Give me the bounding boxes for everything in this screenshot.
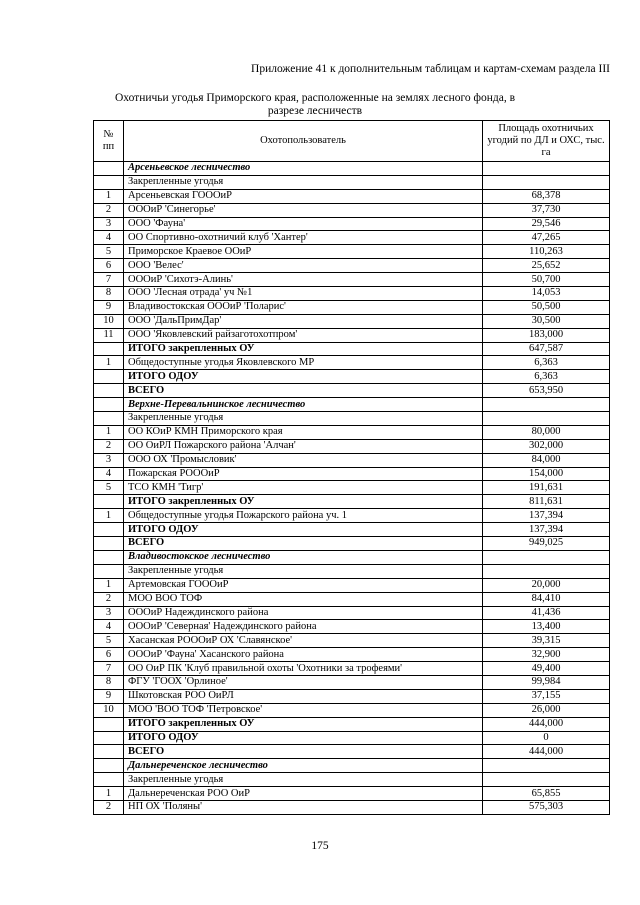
area-cell: 20,000 <box>483 578 610 592</box>
area-cell: 80,000 <box>483 425 610 439</box>
row-number-cell <box>94 759 124 773</box>
hunting-user-cell: ОООиР 'Сихотэ-Алинь' <box>124 273 483 287</box>
row-number-cell: 5 <box>94 634 124 648</box>
table-row <box>94 509 610 523</box>
area-cell: 811,631 <box>483 495 610 509</box>
area-cell: 50,500 <box>483 300 610 314</box>
subheader-row <box>94 773 610 787</box>
table-row <box>94 273 610 287</box>
table-row <box>94 217 610 231</box>
table-header <box>94 121 610 162</box>
row-number-cell: 1 <box>94 356 124 370</box>
table-row <box>94 314 610 328</box>
subheader-row <box>94 175 610 189</box>
hunting-user-cell: Закрепленные угодья <box>124 412 483 426</box>
row-number-cell: 2 <box>94 592 124 606</box>
hunting-user-cell: ИТОГО закрепленных ОУ <box>124 342 483 356</box>
row-number-cell <box>94 745 124 759</box>
area-cell: 84,410 <box>483 592 610 606</box>
hunting-user-cell: ООО 'Фауна' <box>124 217 483 231</box>
table-row <box>94 592 610 606</box>
column-header-number: № пп <box>94 121 124 162</box>
hunting-user-cell: ФГУ 'ГООХ 'Орлиное' <box>124 675 483 689</box>
subheader-row <box>94 564 610 578</box>
table-row <box>94 287 610 301</box>
total-row <box>94 537 610 551</box>
area-cell: 39,315 <box>483 634 610 648</box>
hunting-user-cell: ИТОГО ОДОУ <box>124 523 483 537</box>
area-cell: 37,730 <box>483 203 610 217</box>
hunting-user-cell: ТСО КМН 'Тигр' <box>124 481 483 495</box>
total-row <box>94 370 610 384</box>
hunting-user-cell: ОО Спортивно-охотничий клуб 'Хантер' <box>124 231 483 245</box>
area-cell: 110,263 <box>483 245 610 259</box>
area-cell: 26,000 <box>483 703 610 717</box>
hunting-user-cell: Арсеньевское лесничество <box>124 162 483 176</box>
total-row <box>94 523 610 537</box>
row-number-cell: 5 <box>94 481 124 495</box>
row-number-cell: 5 <box>94 245 124 259</box>
hunting-user-cell: Владивостокское лесничество <box>124 550 483 564</box>
row-number-cell: 7 <box>94 273 124 287</box>
table-row <box>94 787 610 801</box>
row-number-cell: 6 <box>94 648 124 662</box>
hunting-user-cell: МОО ВОО ТОФ <box>124 592 483 606</box>
row-number-cell: 1 <box>94 425 124 439</box>
hunting-user-cell: ООО 'ДальПримДар' <box>124 314 483 328</box>
area-cell: 183,000 <box>483 328 610 342</box>
hunting-user-cell: МОО 'ВОО ТОФ 'Петровское' <box>124 703 483 717</box>
area-cell: 49,400 <box>483 662 610 676</box>
table-row <box>94 300 610 314</box>
area-cell: 14,053 <box>483 287 610 301</box>
row-number-cell: 9 <box>94 300 124 314</box>
row-number-cell <box>94 384 124 398</box>
area-cell: 13,400 <box>483 620 610 634</box>
row-number-cell: 8 <box>94 287 124 301</box>
column-header-user: Охотопользователь <box>124 121 483 162</box>
table-row <box>94 648 610 662</box>
hunting-user-cell: Общедоступные угодья Пожарского района уч. 1 <box>124 509 483 523</box>
total-row <box>94 342 610 356</box>
row-number-cell <box>94 717 124 731</box>
area-cell: 137,394 <box>483 523 610 537</box>
row-number-cell <box>94 731 124 745</box>
area-cell: 65,855 <box>483 787 610 801</box>
table-row <box>94 439 610 453</box>
area-cell: 47,265 <box>483 231 610 245</box>
row-number-cell: 4 <box>94 231 124 245</box>
column-header-area: Площадь охотничьих угодий по ДЛ и ОХС, тыс. га <box>483 121 610 162</box>
row-number-cell: 3 <box>94 217 124 231</box>
subheader-row <box>94 412 610 426</box>
hunting-user-cell: ВСЕГО <box>124 384 483 398</box>
hunting-user-cell: Шкотовская РОО ОиРЛ <box>124 689 483 703</box>
hunting-user-cell: ОООиР 'Фауна' Хасанского района <box>124 648 483 662</box>
hunting-user-cell: Артемовская ГОООиР <box>124 578 483 592</box>
hunting-user-cell: Общедоступные угодья Яковлевского МР <box>124 356 483 370</box>
area-cell: 137,394 <box>483 509 610 523</box>
area-cell: 32,900 <box>483 648 610 662</box>
row-number-cell <box>94 537 124 551</box>
table-row <box>94 245 610 259</box>
hunting-user-cell: ОООиР 'Синегорье' <box>124 203 483 217</box>
area-cell: 949,025 <box>483 537 610 551</box>
table-row <box>94 467 610 481</box>
row-number-cell: 1 <box>94 509 124 523</box>
hunting-user-cell: Арсеньевская ГОООиР <box>124 189 483 203</box>
row-number-cell <box>94 773 124 787</box>
row-number-cell: 10 <box>94 314 124 328</box>
area-cell: 84,000 <box>483 453 610 467</box>
page-number: 175 <box>311 840 329 852</box>
hunting-user-cell: ООО 'Лесная отрада' уч №1 <box>124 287 483 301</box>
hunting-user-cell: ВСЕГО <box>124 537 483 551</box>
row-number-cell <box>94 342 124 356</box>
table-row <box>94 606 610 620</box>
hunting-user-cell: Верхне-Перевальнинское лесничество <box>124 398 483 412</box>
table-row <box>94 481 610 495</box>
area-cell <box>483 550 610 564</box>
hunting-user-cell: ИТОГО закрепленных ОУ <box>124 717 483 731</box>
area-cell <box>483 412 610 426</box>
table-row <box>94 634 610 648</box>
document-title <box>110 92 520 118</box>
area-cell: 647,587 <box>483 342 610 356</box>
area-cell: 154,000 <box>483 467 610 481</box>
hunting-user-cell: ВСЕГО <box>124 745 483 759</box>
row-number-cell: 7 <box>94 662 124 676</box>
appendix-caption: Приложение 41 к дополнительным таблицам и картам-схемам раздела III <box>251 63 610 75</box>
row-number-cell <box>94 412 124 426</box>
row-number-cell <box>94 523 124 537</box>
hunting-user-cell: Дальнереченская РОО ОиР <box>124 787 483 801</box>
hunting-user-cell: ОООиР Надеждинского района <box>124 606 483 620</box>
table-row <box>94 689 610 703</box>
title-line-2: разрезе лесничеств <box>267 105 363 117</box>
area-cell: 0 <box>483 731 610 745</box>
total-row <box>94 384 610 398</box>
total-row <box>94 745 610 759</box>
table-row <box>94 356 610 370</box>
hunting-user-cell: Хасанская РОООиР ОХ 'Славянское' <box>124 634 483 648</box>
table-row <box>94 203 610 217</box>
area-cell: 68,378 <box>483 189 610 203</box>
area-cell: 50,700 <box>483 273 610 287</box>
hunting-user-cell: ООО 'Яковлевский райзаготохотпром' <box>124 328 483 342</box>
hunting-grounds-table <box>93 120 610 815</box>
area-cell: 25,652 <box>483 259 610 273</box>
area-cell: 6,363 <box>483 370 610 384</box>
area-cell: 29,546 <box>483 217 610 231</box>
row-number-cell: 9 <box>94 689 124 703</box>
row-number-cell: 2 <box>94 203 124 217</box>
total-row <box>94 495 610 509</box>
row-number-cell <box>94 495 124 509</box>
table-row <box>94 675 610 689</box>
hunting-user-cell: Закрепленные угодья <box>124 564 483 578</box>
hunting-user-cell: ООО 'Велес' <box>124 259 483 273</box>
area-cell: 653,950 <box>483 384 610 398</box>
table-row <box>94 703 610 717</box>
total-row <box>94 731 610 745</box>
area-cell: 575,303 <box>483 800 610 814</box>
hunting-user-cell: ООО ОХ 'Промысловик' <box>124 453 483 467</box>
area-cell: 302,000 <box>483 439 610 453</box>
table-row <box>94 620 610 634</box>
area-cell <box>483 773 610 787</box>
table-row <box>94 231 610 245</box>
area-cell <box>483 175 610 189</box>
row-number-cell: 8 <box>94 675 124 689</box>
row-number-cell: 6 <box>94 259 124 273</box>
area-cell: 6,363 <box>483 356 610 370</box>
row-number-cell <box>94 564 124 578</box>
row-number-cell: 3 <box>94 606 124 620</box>
row-number-cell: 1 <box>94 189 124 203</box>
area-cell: 191,631 <box>483 481 610 495</box>
table-row <box>94 453 610 467</box>
row-number-cell: 1 <box>94 787 124 801</box>
row-number-cell: 11 <box>94 328 124 342</box>
table-row <box>94 328 610 342</box>
area-cell: 30,500 <box>483 314 610 328</box>
table-row <box>94 189 610 203</box>
row-number-cell: 4 <box>94 467 124 481</box>
row-number-cell: 10 <box>94 703 124 717</box>
hunting-user-cell: ОООиР 'Северная' Надеждинского района <box>124 620 483 634</box>
hunting-user-cell: Дальнереченское лесничество <box>124 759 483 773</box>
table-body <box>94 162 610 815</box>
hunting-user-cell: ИТОГО ОДОУ <box>124 370 483 384</box>
row-number-cell <box>94 550 124 564</box>
area-cell <box>483 564 610 578</box>
row-number-cell <box>94 398 124 412</box>
area-cell <box>483 398 610 412</box>
hunting-user-cell: ОО ОиРЛ Пожарского района 'Алчан' <box>124 439 483 453</box>
row-number-cell: 1 <box>94 578 124 592</box>
hunting-user-cell: Приморское Краевое ООиР <box>124 245 483 259</box>
row-number-cell <box>94 175 124 189</box>
hunting-user-cell: ОО КОиР КМН Приморского края <box>124 425 483 439</box>
section-row <box>94 759 610 773</box>
table-row <box>94 259 610 273</box>
hunting-user-cell: ОО ОиР ПК 'Клуб правильной охоты 'Охотники за трофеями' <box>124 662 483 676</box>
row-number-cell <box>94 370 124 384</box>
total-row <box>94 717 610 731</box>
area-cell: 41,436 <box>483 606 610 620</box>
section-row <box>94 162 610 176</box>
hunting-user-cell: НП ОХ 'Поляны' <box>124 800 483 814</box>
hunting-user-cell: Пожарская РОООиР <box>124 467 483 481</box>
section-row <box>94 398 610 412</box>
row-number-cell <box>94 162 124 176</box>
row-number-cell: 3 <box>94 453 124 467</box>
area-cell: 99,984 <box>483 675 610 689</box>
table-row <box>94 662 610 676</box>
area-cell: 444,000 <box>483 717 610 731</box>
row-number-cell: 2 <box>94 439 124 453</box>
area-cell: 444,000 <box>483 745 610 759</box>
title-line-1: Охотничьи угодья Приморского края, расположенные на землях лесного фонда, в <box>114 92 516 104</box>
hunting-user-cell: ИТОГО ОДОУ <box>124 731 483 745</box>
hunting-user-cell: Закрепленные угодья <box>124 773 483 787</box>
hunting-user-cell: Владивостокская ОООиР 'Поларис' <box>124 300 483 314</box>
area-cell: 37,155 <box>483 689 610 703</box>
section-row <box>94 550 610 564</box>
table-row <box>94 800 610 814</box>
area-cell <box>483 162 610 176</box>
table-row <box>94 425 610 439</box>
row-number-cell: 4 <box>94 620 124 634</box>
hunting-user-cell: Закрепленные угодья <box>124 175 483 189</box>
table-row <box>94 578 610 592</box>
area-cell <box>483 759 610 773</box>
row-number-cell: 2 <box>94 800 124 814</box>
hunting-user-cell: ИТОГО закрепленных ОУ <box>124 495 483 509</box>
